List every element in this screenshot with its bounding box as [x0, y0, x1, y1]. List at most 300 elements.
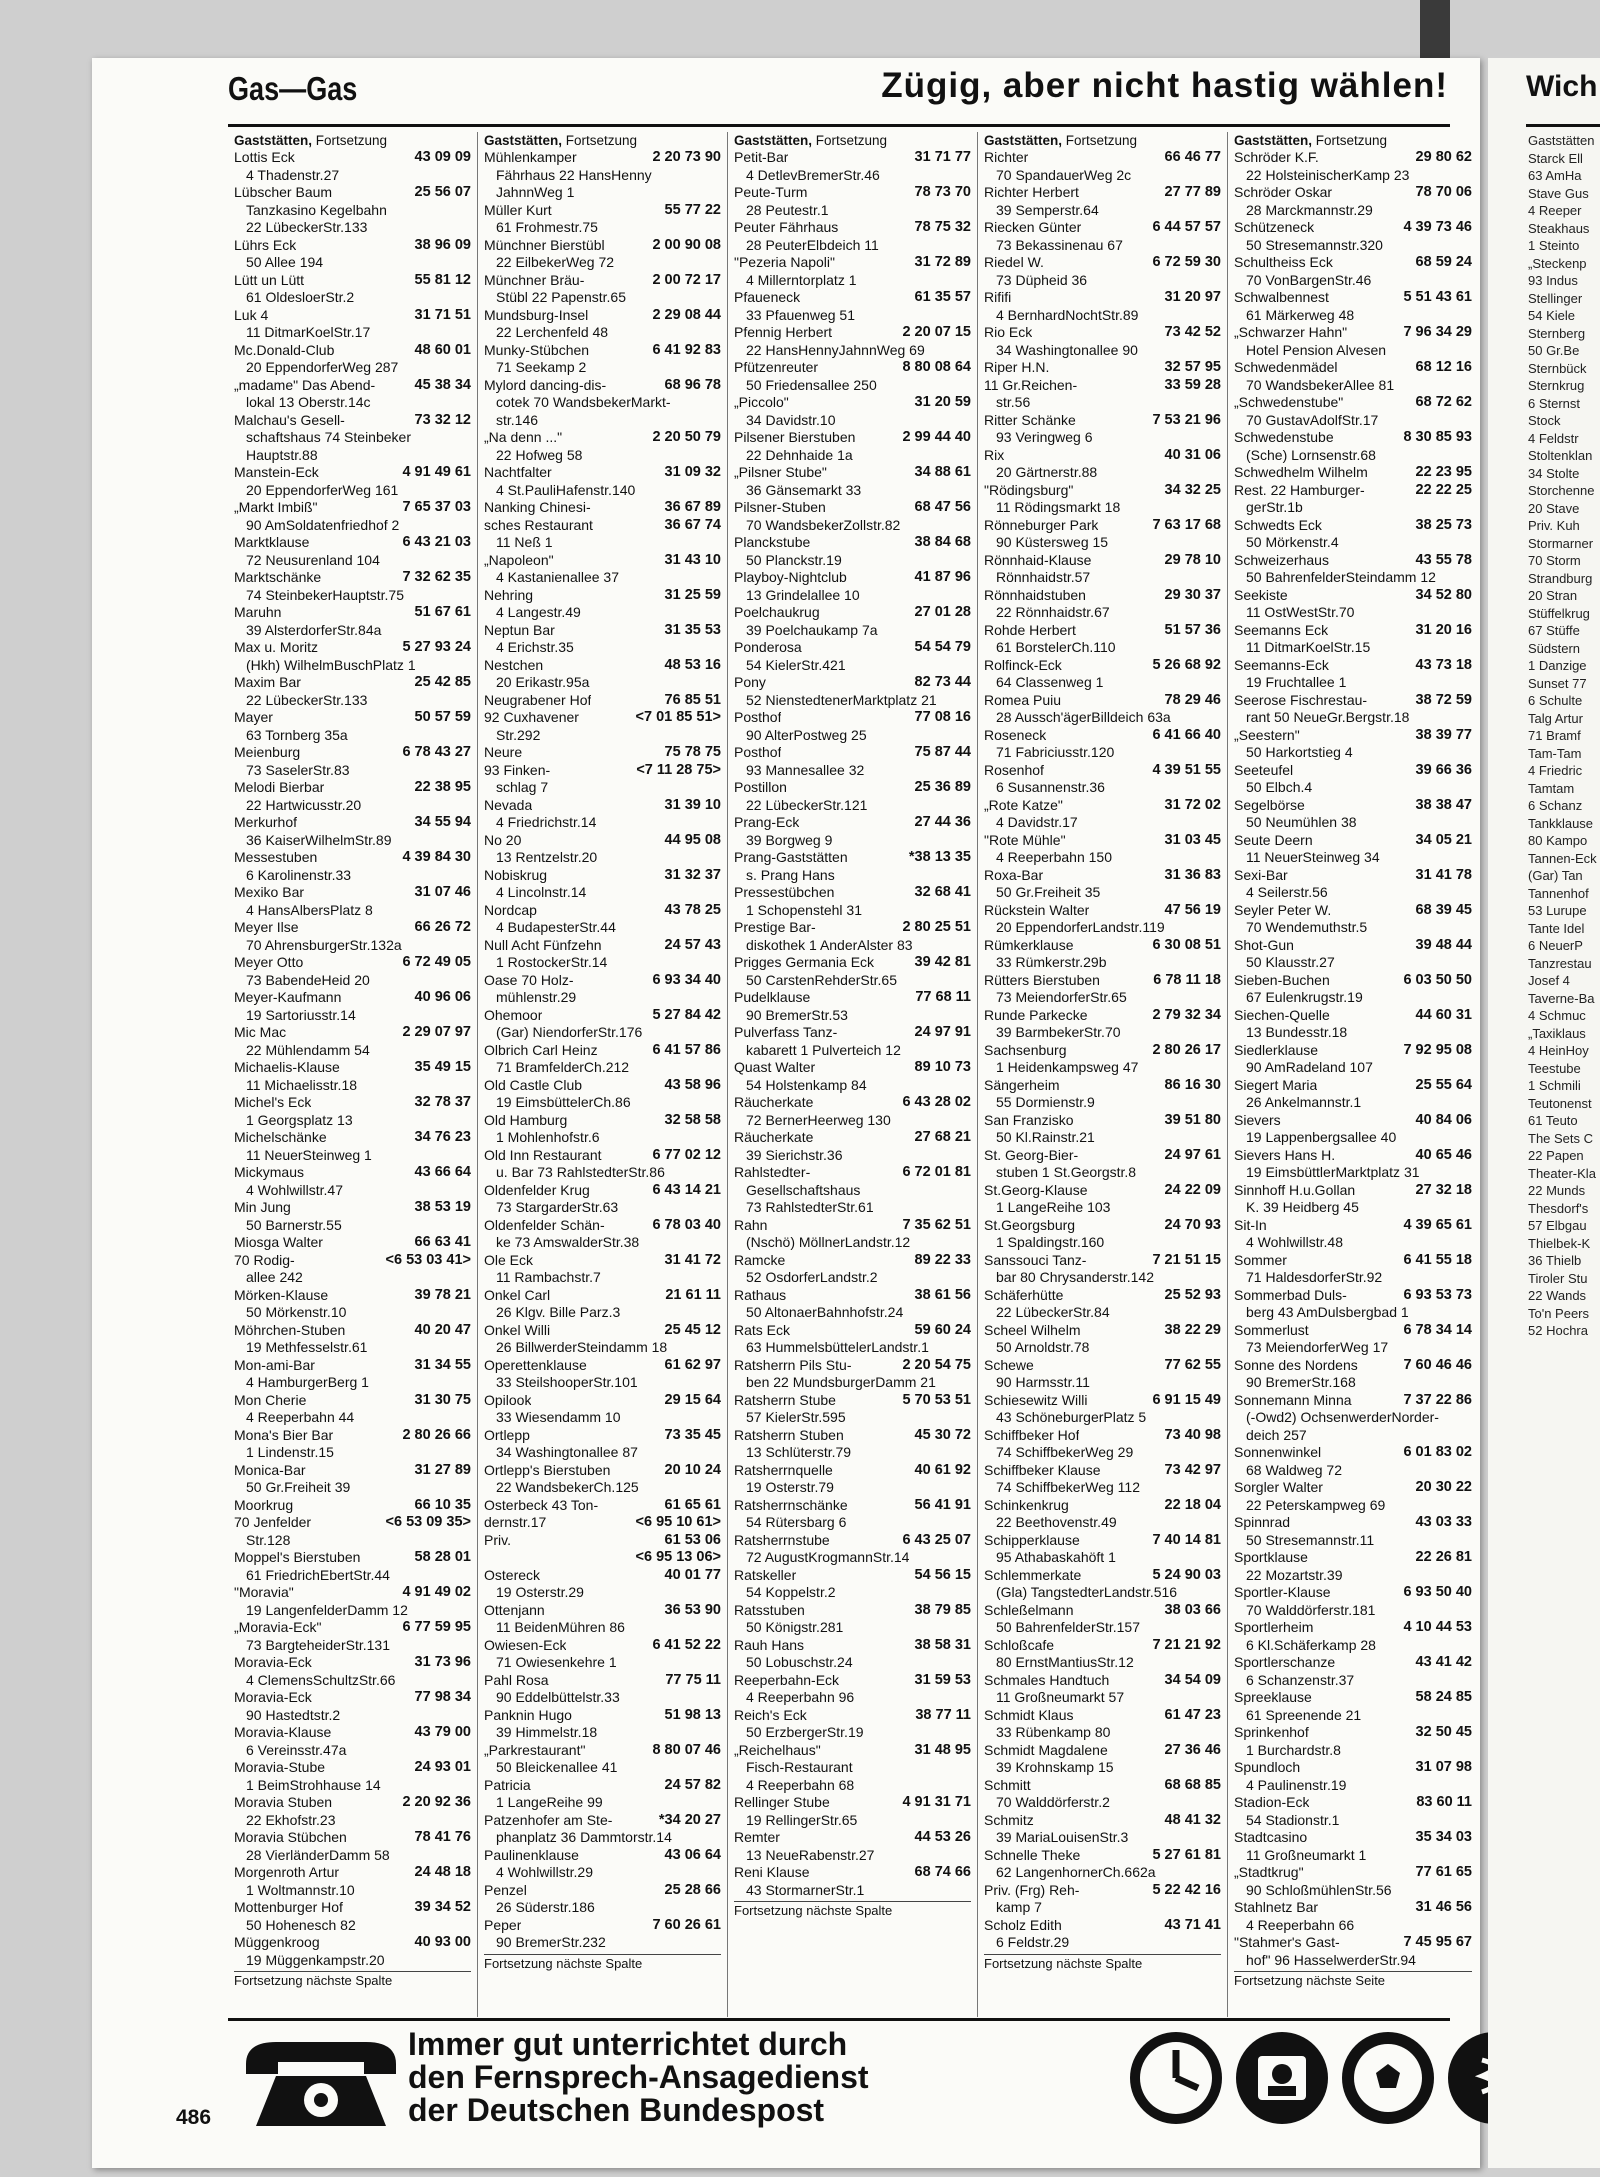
listing-name: "Moravia"	[234, 1584, 294, 1600]
listing-entry	[734, 359, 971, 377]
listing-address: 50 Arnoldstr.78	[996, 1339, 1090, 1355]
adjacent-page-line: 4 Feldstr	[1528, 430, 1579, 446]
listing-entry	[734, 709, 971, 727]
listing-address: 19 EimsbüttlerMarktplatz 31	[1246, 1164, 1420, 1180]
listing-address: 73 Bekassinenau 67	[996, 236, 1123, 253]
listing-entry	[484, 937, 721, 955]
listing-entry	[734, 569, 971, 587]
listing-name: Operettenklause	[484, 1356, 587, 1373]
phone-number: 2 00 90 08	[652, 236, 721, 253]
phone-number: 38 79 85	[914, 1601, 971, 1618]
phone-number: 83 60 11	[1416, 1794, 1472, 1810]
listing-address: Rönnhaidstr.57	[996, 569, 1091, 585]
listing-entry	[1234, 797, 1472, 815]
listing-entry	[484, 149, 721, 167]
phone-number: 40 31 06	[1164, 446, 1221, 463]
listing-entry	[484, 1514, 721, 1532]
listing-entry	[484, 202, 721, 220]
listing-entry	[234, 1164, 471, 1182]
listing-name: „Piccolo"	[734, 394, 789, 410]
listing-name: Ortlepp	[484, 1426, 530, 1443]
phone-number: 31 41 78	[1415, 866, 1472, 883]
listing-name: Pilsener Bierstuben	[734, 429, 856, 445]
listing-name: Rönneburger Park	[984, 516, 1099, 533]
phone-number: 40 20 47	[414, 1321, 471, 1338]
listing-entry	[1234, 219, 1472, 237]
phone-number: 31 39 10	[664, 796, 721, 813]
listing-name: Rütters Bierstuben	[984, 971, 1100, 988]
listing-entry	[734, 814, 971, 832]
adjacent-page-line: Stave Gus	[1528, 185, 1589, 201]
phone-number: 6 41 57 86	[652, 1041, 721, 1058]
phone-number: 40 01 77	[664, 1566, 721, 1583]
listing-address: 11 DitmarKoelStr.17	[246, 324, 371, 340]
adjacent-page-line: 34 Stolte	[1528, 465, 1580, 481]
listing-address: 6 Vereinsstr.47a	[246, 1741, 347, 1758]
phone-number: 35 49 15	[414, 1059, 471, 1075]
phone-number: 6 41 92 83	[652, 341, 721, 358]
listing-address: kamp 7	[996, 1899, 1042, 1915]
listing-address: stuben 1 St.Georgstr.8	[996, 1164, 1137, 1180]
listing-entry	[484, 1532, 721, 1550]
listing-entry	[484, 657, 721, 675]
listing-address: 4 Davidstr.17	[996, 814, 1078, 830]
listing-address: Str.128	[246, 1531, 291, 1548]
phone-number: 41 87 96	[914, 569, 971, 585]
listing-entry	[484, 692, 721, 710]
listing-name: Nevada	[484, 796, 533, 813]
listing-address: 39 Semperstr.64	[996, 201, 1099, 218]
phone-number: 48 60 01	[414, 341, 471, 358]
listing-entry	[234, 1199, 471, 1217]
listing-address: 11 Rambachstr.7	[496, 1269, 601, 1285]
listing-name: „madame" Das Abend-	[234, 376, 376, 393]
listing-name: Sonnenwinkel	[1234, 1444, 1322, 1460]
listing-name: 70 Jenfelder	[234, 1514, 312, 1530]
listing-name: Marktschänke	[234, 569, 322, 585]
listing-entry	[484, 552, 721, 570]
phone-number: 43 58 96	[664, 1076, 721, 1093]
listing-name: Meyer Ilse	[234, 919, 299, 935]
adjacent-page-line: 71 Bramf	[1528, 728, 1581, 743]
listing-name: Lübscher Baum	[234, 184, 333, 200]
listing-entry	[734, 884, 971, 902]
listing-name: Neptun Bar	[484, 621, 555, 638]
adjacent-page-line: Tam-Tam	[1528, 745, 1582, 761]
footer-rule	[228, 2018, 1450, 2021]
phone-number: 61 62 97	[664, 1356, 721, 1373]
listing-name: Pfennig Herbert	[734, 324, 833, 340]
listing-address: 50 Stresemannstr.320	[1246, 236, 1383, 253]
phone-number: 66 46 77	[1164, 149, 1221, 165]
listing-name: Prigges Germania Eck	[734, 954, 875, 970]
listing-address: 22 EilbekerWeg 72	[496, 254, 615, 270]
phone-number: 7 21 51 15	[1152, 1251, 1221, 1268]
phone-number: 5 26 68 92	[1152, 656, 1221, 673]
listing-address: 72 BernerHeerweg 130	[746, 1111, 891, 1128]
listing-address: 1 BeimStrohhause 14	[246, 1776, 381, 1793]
phone-number: 33 59 28	[1164, 376, 1221, 393]
listing-entry	[734, 1392, 971, 1410]
listing-address: 4 Reeperbahn 96	[746, 1689, 855, 1705]
phone-number: 39 42 81	[914, 954, 971, 970]
listing-address: 90 BremerStr.232	[496, 1934, 606, 1950]
phone-number: 89 10 73	[914, 1059, 971, 1075]
listing-entry	[984, 324, 1221, 342]
adjacent-page-line: Südstern	[1528, 640, 1581, 656]
phone-number: 24 48 18	[414, 1864, 471, 1880]
phone-number: 6 43 14 21	[652, 1181, 721, 1198]
listing-address: 50 Harkortstieg 4	[1246, 744, 1353, 760]
phone-number: 51 67 61	[414, 604, 471, 620]
listing-name: Schloßcafe	[984, 1636, 1055, 1653]
listing-name: Rest. 22 Hamburger-	[1234, 481, 1365, 498]
listing-name: Nordcap	[484, 901, 537, 918]
listing-entry	[1234, 1007, 1472, 1025]
phone-number: 2 20 07 15	[902, 324, 971, 340]
listing-address: 1 Schopenstehl 31	[746, 901, 862, 918]
phone-number: 24 97 61	[1164, 1146, 1221, 1163]
column-continuation-note: Fortsetzung nächste Spalte	[734, 1901, 971, 1919]
listing-address: 11 Neß 1	[496, 534, 553, 550]
listing-address: 6 Kl.Schäferkamp 28	[1246, 1636, 1376, 1653]
listing-address: 33 Rübenkamp 80	[996, 1724, 1111, 1740]
listing-name: Stadion-Eck	[1234, 1794, 1310, 1810]
listing-address: 22 Lerchenfeld 48	[496, 324, 609, 340]
listing-name: Schnelle Theke	[984, 1846, 1081, 1863]
phone-number: 73 40 98	[1164, 1426, 1221, 1443]
listing-entry	[984, 1042, 1221, 1060]
phone-number: 31 72 89	[914, 254, 971, 270]
adjacent-page-line: Stoltenklan	[1528, 448, 1593, 463]
listing-address: schlag 7	[496, 779, 549, 795]
listing-address: hof" 96 HasselwerderStr.94	[1246, 1951, 1416, 1968]
phone-number: 5 24 90 03	[1152, 1566, 1221, 1583]
phone-number: 82 73 44	[914, 674, 971, 690]
listing-entry	[484, 1042, 721, 1060]
phone-number: 6 78 34 14	[1403, 1321, 1472, 1338]
listing-name: Schipperklause	[984, 1531, 1080, 1548]
phone-number: 6 77 02 12	[652, 1146, 721, 1163]
listing-name: Scheel Wilhelm	[984, 1321, 1081, 1338]
phone-number: 27 77 89	[1164, 184, 1221, 200]
phone-number: 73 42 97	[1164, 1461, 1221, 1478]
listing-name: Seeteufel	[1234, 761, 1294, 778]
listing-name: Seyler Peter W.	[1234, 901, 1332, 918]
listing-entry	[984, 1252, 1221, 1270]
phone-number: 43 55 78	[1415, 551, 1472, 568]
listing-name: Ortlepp's Bierstuben	[484, 1461, 611, 1478]
listing-entry	[1234, 359, 1472, 377]
listing-address: 11 OstWestStr.70	[1246, 604, 1355, 620]
adjacent-page-line: 1 Steinto	[1528, 238, 1580, 253]
listing-name: Mon-ami-Bar	[234, 1356, 315, 1373]
listing-name: Pulverfass Tanz-	[734, 1024, 838, 1040]
listing-entry	[234, 272, 471, 290]
listing-name: Sorgler Walter	[1234, 1479, 1323, 1495]
listing-address: 22 LübeckerStr.133	[246, 691, 368, 708]
listing-address: 73 MeiendorferStr.65	[996, 989, 1127, 1005]
phone-number: 20 10 24	[664, 1461, 721, 1478]
listing-address: 61 Märkerweg 48	[1246, 306, 1355, 323]
phone-number: 73 42 52	[1164, 324, 1221, 340]
advert-banner	[228, 2026, 1450, 2134]
listing-address: 73 SaselerStr.83	[246, 761, 350, 778]
column-heading	[234, 132, 471, 149]
phone-number: 2 80 25 51	[902, 919, 971, 935]
listing-address: 11 DitmarKoelStr.15	[1246, 639, 1371, 655]
listing-name: Nestchen	[484, 656, 544, 673]
listing-address: 73 StargarderStr.63	[496, 1199, 619, 1215]
listing-address: 72 Neusurenland 104	[246, 551, 380, 568]
phone-number: 6 78 43 27	[402, 744, 471, 760]
listing-name: „Seestern"	[1234, 726, 1300, 743]
listing-address: 61 FriedrichEbertStr.44	[246, 1566, 390, 1583]
listing-name: Mon Cherie	[234, 1391, 307, 1408]
listing-entry	[234, 709, 471, 727]
listing-name: Prang-Gaststätten	[734, 849, 848, 865]
listing-entry	[734, 1829, 971, 1847]
phone-number: 54 56 15	[914, 1566, 971, 1583]
listing-entry	[734, 1024, 971, 1042]
column-heading-continuation: Fortsetzung	[1312, 133, 1388, 148]
phone-number: 31 73 96	[414, 1654, 471, 1670]
phone-number: 51 98 13	[664, 1706, 721, 1723]
listing-entry	[984, 1847, 1221, 1865]
listing-name: 11 Gr.Reichen-	[984, 376, 1078, 393]
listing-name: Nanking Chinesi-	[484, 499, 591, 515]
listing-address: 13 Rentzelstr.20	[496, 849, 598, 865]
phone-number: 6 43 28 02	[902, 1094, 971, 1110]
listing-name: Segelbörse	[1234, 796, 1305, 813]
listing-entry	[1234, 937, 1472, 955]
listing-name: Rönnhaid-Klause	[984, 551, 1092, 568]
phone-number: 31 32 37	[664, 866, 721, 883]
listing-entry	[1234, 1252, 1472, 1270]
listing-entry	[734, 989, 971, 1007]
listing-entry	[1234, 587, 1472, 605]
listing-entry	[484, 464, 721, 482]
listing-name: Onkel Carl	[484, 1286, 551, 1303]
listing-entry	[234, 184, 471, 202]
listing-address: 4 Reeperbahn 150	[996, 849, 1112, 865]
listing-entry	[234, 1724, 471, 1742]
phone-number: 61 53 06	[664, 1531, 721, 1548]
listing-entry	[1234, 867, 1472, 885]
listing-name: Old Hamburg	[484, 1111, 568, 1128]
listing-entry	[1234, 429, 1472, 447]
phone-number: 32 68 41	[914, 884, 971, 900]
listing-entry	[984, 1182, 1221, 1200]
listing-name: Rats Eck	[734, 1321, 791, 1338]
listing-name: Poelchaukrug	[734, 604, 820, 620]
listing-name: Siechen-Quelle	[1234, 1006, 1330, 1023]
listing-name: dernstr.17	[484, 1514, 547, 1530]
listing-address: 19 LangenfelderDamm 12	[246, 1601, 408, 1618]
listing-address: 11 Rödingsmarkt 18	[996, 499, 1121, 515]
adjacent-page-line: 20 Stave	[1528, 500, 1580, 516]
listing-entry	[984, 1427, 1221, 1445]
listing-entry	[984, 1077, 1221, 1095]
phone-number: 2 29 08 44	[652, 306, 721, 323]
listing-address: berg 43 AmDulsbergbad 1	[1246, 1304, 1409, 1320]
listing-column-3	[728, 132, 978, 2017]
listing-name: Stadtcasino	[1234, 1829, 1308, 1845]
listing-name: Seerose Fischrestau-	[1234, 691, 1368, 708]
listing-name: Marktklause	[234, 534, 310, 550]
listing-column-2	[478, 132, 728, 2017]
listing-entry	[234, 989, 471, 1007]
listing-entry	[984, 727, 1221, 745]
listing-address: 50 BahrenfelderSteindamm 12	[1246, 569, 1436, 585]
listing-name: Ratsherrnstube	[734, 1531, 830, 1548]
listing-name: „Markt Imbiß"	[234, 499, 318, 515]
listing-entry	[234, 604, 471, 622]
listing-name: Moravia-Klause	[234, 1724, 332, 1740]
listing-address: gerStr.1b	[1246, 499, 1303, 515]
listing-name: Seute Deern	[1234, 831, 1313, 848]
adjacent-page-line: The Sets C	[1528, 1130, 1594, 1146]
listing-entry	[484, 377, 721, 395]
listing-address: u. Bar 73 RahlstedterStr.86	[496, 1164, 665, 1180]
phone-number: 48 41 32	[1164, 1811, 1221, 1828]
listing-name: Sit-In	[1234, 1216, 1267, 1233]
listing-address: 19 Fruchtallee 1	[1246, 674, 1347, 690]
adjacent-page-line: 4 Friedric	[1528, 763, 1583, 778]
listing-entry	[734, 394, 971, 412]
listing-address: 22 LübeckerStr.84	[996, 1304, 1110, 1320]
listing-name: Luk 4	[234, 306, 269, 323]
listing-name: Münchner Bräu-	[484, 271, 585, 288]
listing-entry	[484, 1497, 721, 1515]
phone-number: 6 44 57 57	[1152, 219, 1221, 235]
listing-entry	[234, 1654, 471, 1672]
listing-address: 13 NeueRabenstr.27	[746, 1846, 875, 1863]
listing-entry	[484, 1287, 721, 1305]
listing-address: 33 Wiesendamm 10	[496, 1409, 621, 1425]
listing-name: 93 Finken-	[484, 761, 551, 778]
listing-entry	[984, 219, 1221, 237]
listing-entry	[234, 1462, 471, 1480]
listing-entry	[484, 1252, 721, 1270]
listing-entry	[234, 1287, 471, 1305]
listing-name: Playboy-Nightclub	[734, 569, 847, 585]
listing-address: 39 MariaLouisenStr.3	[996, 1829, 1129, 1845]
listing-name: "Stahmer's Gast-	[1234, 1934, 1340, 1950]
listing-entry	[234, 1689, 471, 1707]
adjacent-page-line: 67 Stüffe	[1528, 623, 1580, 638]
listing-address: 73 BabendeHeid 20	[246, 971, 370, 988]
adjacent-page-line: Teestube	[1528, 1060, 1581, 1076]
listing-address: 73 BargteheiderStr.131	[246, 1636, 390, 1653]
listing-address: 93 Mannesallee 32	[746, 761, 865, 778]
listing-address: 36 Gänsemarkt 33	[746, 481, 862, 498]
listing-address: 1 LangeReihe 99	[496, 1794, 603, 1810]
listing-name: Ritter Schänke	[984, 411, 1076, 428]
listing-address: 71 Owiesenkehre 1	[496, 1654, 617, 1670]
listing-entry	[734, 1497, 971, 1515]
listing-entry	[734, 1357, 971, 1375]
listing-address: 50 Friedensallee 250	[746, 376, 877, 393]
listing-address: 71 Fabriciusstr.120	[996, 744, 1115, 760]
listing-entry	[1234, 1934, 1472, 1952]
adjacent-page-line: 80 Kampo	[1528, 833, 1588, 848]
listing-name: Rellinger Stube	[734, 1794, 830, 1810]
phone-number: 77 98 34	[414, 1689, 471, 1705]
listing-address: 90 Küstersweg 15	[996, 534, 1109, 550]
phone-number: 2 20 92 36	[402, 1794, 471, 1810]
phone-number: 24 57 82	[664, 1776, 721, 1793]
listing-entry	[484, 1777, 721, 1795]
adjacent-page-line: Stormarner	[1528, 535, 1594, 551]
listing-address: 50 BahrenfelderStr.157	[996, 1619, 1140, 1635]
phone-number: 73 35 45	[664, 1426, 721, 1443]
listing-address: 50 Elbch.4	[1246, 779, 1313, 795]
listing-name: Rififi	[984, 289, 1012, 305]
listing-name: Miosga Walter	[234, 1234, 323, 1250]
listing-address: str.146	[496, 411, 539, 428]
listing-address: 4 Reeperbahn 68	[746, 1776, 855, 1793]
listing-entry	[734, 1864, 971, 1882]
listing-entry	[1234, 517, 1472, 535]
listing-address: 61 Frohmestr.75	[496, 219, 598, 235]
listing-name: Rohde Herbert	[984, 621, 1076, 638]
listing-entry	[984, 657, 1221, 675]
listing-address: 93 Veringweg 6	[996, 429, 1093, 445]
adjacent-page-line: 6 Schanz	[1528, 798, 1583, 813]
listing-entry	[734, 254, 971, 272]
listing-name: Manstein-Eck	[234, 464, 319, 480]
listing-address: 22 Dehnhaide 1a	[746, 446, 853, 463]
listing-entry	[234, 1899, 471, 1917]
listing-name: Munky-Stübchen	[484, 341, 590, 358]
adjacent-page-line: 4 Reeper	[1528, 203, 1582, 218]
adjacent-page-line: Thielbek-K	[1528, 1235, 1591, 1251]
listing-address: 95 Athabaskahöft 1	[996, 1549, 1116, 1565]
listing-name: Sonne des Nordens	[1234, 1356, 1358, 1373]
listing-address: Fährhaus 22 HansHenny	[496, 166, 652, 183]
phone-number: 6 93 50 40	[1403, 1584, 1472, 1600]
column-heading-continuation: Fortsetzung	[562, 133, 638, 148]
listing-name: Meyer-Kaufmann	[234, 989, 342, 1005]
phone-number: <6 53 03 41>	[385, 1251, 471, 1268]
phone-number: 31 07 98	[1415, 1759, 1472, 1775]
phone-number: 31 20 59	[914, 394, 971, 410]
adjacent-page-header: Wich	[1526, 70, 1598, 103]
listing-entry	[234, 1322, 471, 1340]
listing-name: Ohemoor	[484, 1006, 543, 1023]
listing-address: 6 Schanzenstr.37	[1246, 1671, 1355, 1688]
phone-number: 54 54 79	[914, 639, 971, 655]
listing-address: 39 Himmelstr.18	[496, 1724, 598, 1740]
adjacent-page-line: 6 Sternst	[1528, 395, 1581, 411]
listing-address: 71 HaldesdorferStr.92	[1246, 1269, 1383, 1285]
listing-entry	[1234, 1042, 1472, 1060]
listing-address: 90 Hastedtstr.2	[246, 1706, 341, 1723]
listing-entry	[234, 674, 471, 692]
listing-name: Posthof	[734, 744, 782, 760]
listing-entry	[484, 622, 721, 640]
listing-entry	[234, 1497, 471, 1515]
listing-name: St.Georgsburg	[984, 1216, 1076, 1233]
phone-number: 39 34 52	[414, 1899, 471, 1915]
listing-entry	[984, 1462, 1221, 1480]
phone-number: 36 67 74	[664, 516, 721, 533]
listing-entry	[1234, 1689, 1472, 1707]
adjacent-page-line: Theater-Kla	[1528, 1165, 1596, 1181]
listing-name: Osterbeck 43 Ton-	[484, 1496, 599, 1513]
listing-name: Schleßelmann	[984, 1601, 1074, 1618]
